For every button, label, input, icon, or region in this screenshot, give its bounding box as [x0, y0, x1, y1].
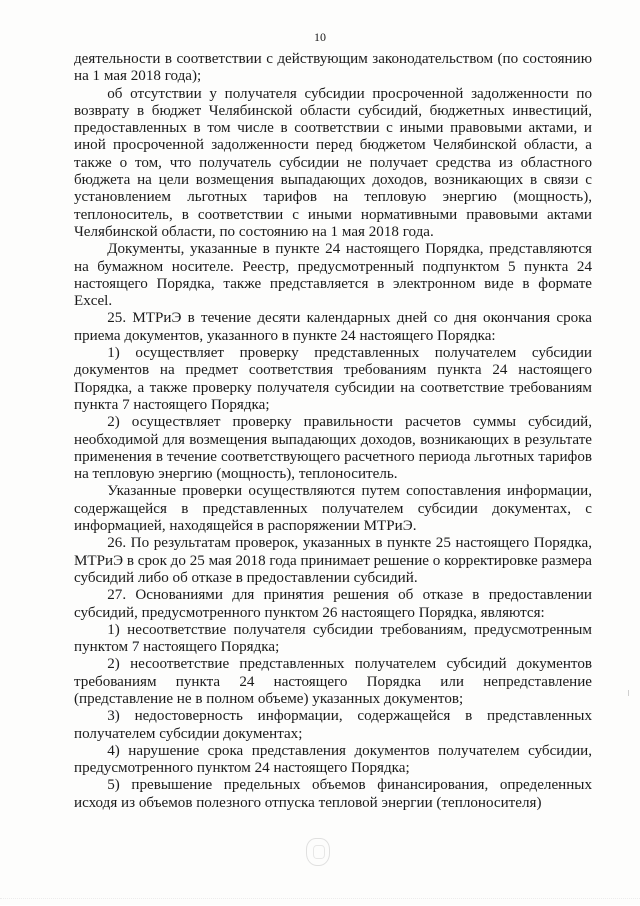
paragraph-clause-27-item-5: 5) превышение предельных объемов финансирования, определенных исходя из объемов полезного отпуска тепловой энергии (теплоносителя)	[74, 777, 592, 811]
paragraph-clause-27-item-4: 4) нарушение срока представления документов получателем субсидии, предусмотренного пунктом 24 настоящего Порядка;	[74, 742, 592, 777]
page-number: 10	[314, 30, 326, 44]
paragraph-documents-format: Документы, указанные в пункте 24 настоящего Порядка, представляются на бумажном носителе. Реестр, предусмотренный подпунктом 5 пункта 24 настоящего Порядка, также представляется в электронном виде в формате Excel.	[74, 241, 592, 310]
scan-edge-mark	[628, 690, 629, 696]
paragraph-checks-method: Указанные проверки осуществляются путем сопоставления информации, содержащейся в представленных получателем субсидии документах, с информацией, находящейся в распоряжении МТРиЭ.	[74, 483, 592, 535]
paragraph-clause-27-item-3: 3) недостоверность информации, содержащейся в представленных получателем субсидии документах;	[74, 708, 592, 742]
paragraph-clause-25-item-1: 1) осуществляет проверку представленных получателем субсидии документов на предмет соответствия требованиям пункта 24 настоящего Порядка, а также проверку получателя субсидии на соответствие требованиям пункта 7 настоящего Порядка;	[74, 345, 592, 413]
coat-of-arms-watermark	[306, 838, 330, 866]
paragraph-no-debt: об отсутствии у получателя субсидии просроченной задолженности по возврату в бюджет Челябинской области субсидий, бюджетных инвестиций, предоставленных в том числе в соответствии с иными правовыми актами, и иной просроченной задолженности перед бюджетом Челябинской области, а также о том, что получатель субсидии не получает средства из областного бюджета на цели возмещения выпадающих доходов, возникающих в связи с установлением льготных тарифов на тепловую энергию (мощность), теплоноситель, в соответствии с иными нормативными правовыми актами Челябинской области, по состоянию на 1 мая 2018 года.	[74, 85, 592, 240]
paragraph-clause-27-item-2: 2) несоответствие представленных получателем субсидий документов требованиям пункта 24 настоящего Порядка или непредставление (представление не в полном объеме) указанных документов;	[74, 656, 592, 707]
paragraph-clause-27-item-1: 1) несоответствие получателя субсидии требованиям, предусмотренным пунктом 7 настоящего Порядка;	[74, 621, 592, 656]
paragraph-clause-26: 26. По результатам проверок, указанных в пункте 25 настоящего Порядка, МТРиЭ в срок до 25 мая 2018 года принимает решение о корректировке размера субсидий либо об отказе в предоставлении субсидий.	[74, 535, 592, 586]
paragraph-clause-25-item-2: 2) осуществляет проверку правильности расчетов суммы субсидий, необходимой для возмещения выпадающих доходов, возникающих в результате применения в течение соответствующего расчетного периода льготных тарифов на тепловую энергию (мощность), теплоноситель.	[74, 414, 592, 483]
paragraph-continuation: деятельности в соответствии с действующим законодательством (по состоянию на 1 мая 2018 года);	[74, 51, 592, 85]
paragraph-clause-25: 25. МТРиЭ в течение десяти календарных дней со дня окончания срока приема документов, указанного в пункте 24 настоящего Порядка:	[74, 310, 592, 344]
paragraph-clause-27: 27. Основаниями для принятия решения об отказе в предоставлении субсидий, предусмотренного пунктом 26 настоящего Порядка, являются:	[74, 587, 592, 621]
document-body	[74, 51, 592, 812]
